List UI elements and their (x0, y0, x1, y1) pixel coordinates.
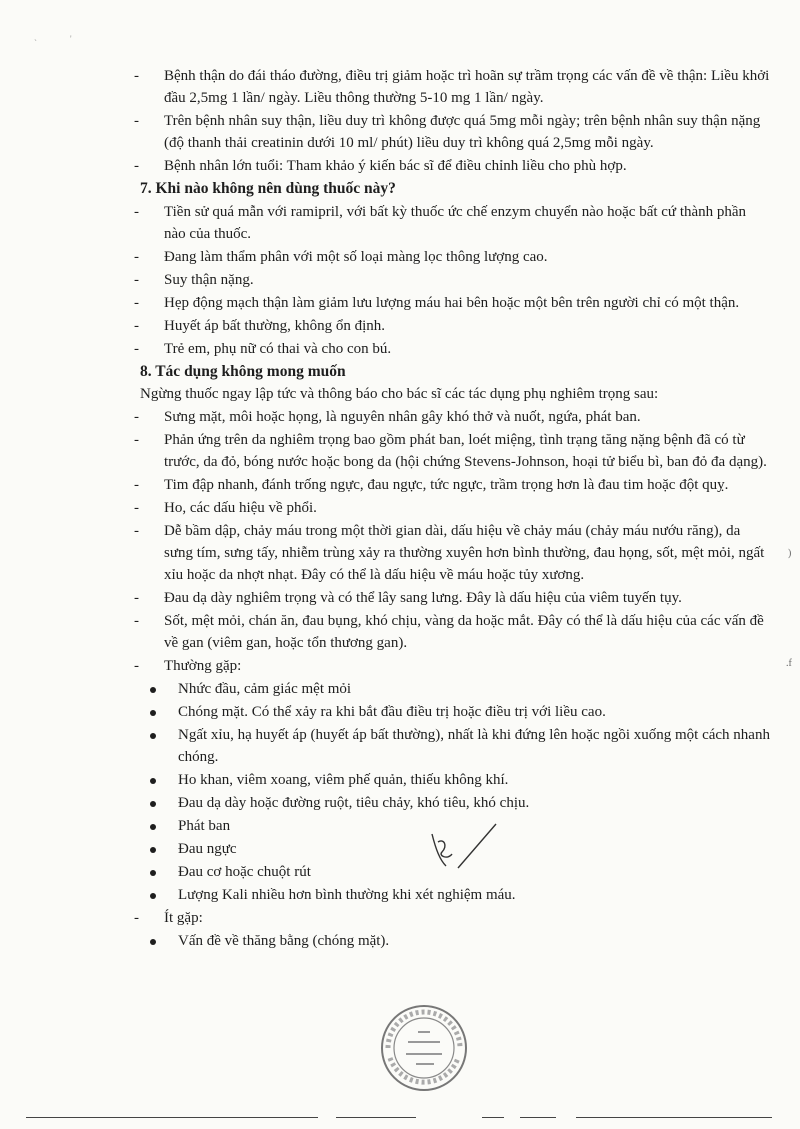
list-item: - Suy thận nặng. (134, 272, 254, 288)
list-item: - Đang làm thẩm phân với một số loại màng lọc thông lượng cao. (134, 249, 548, 265)
bullet-icon (150, 824, 156, 830)
list-item-text: Hẹp động mạch thận làm giảm lưu lượng máu hai bên hoặc một bên trên người chỉ có một thận. (164, 295, 740, 311)
bullet-icon (150, 801, 156, 807)
bullet-item-text: Phát ban (178, 818, 231, 834)
list-item: - Thường gặp: (134, 658, 242, 674)
bullet-item-text: Đau cơ hoặc chuột rút (178, 864, 311, 880)
list-item: - Bệnh thận do đái tháo đường, điều trị giảm hoặc trì hoãn sự trầm trọng các vấn đề về thận: Liều khởi đầu 2,5mg 1 lần/ ngày. Liều thông thường 5-10 mg 1 lần/ ngày. (134, 68, 770, 106)
bullet-icon (150, 939, 156, 945)
contraindications-list (134, 201, 770, 360)
list-item: - Sưng mặt, môi hoặc họng, là nguyên nhân gây khó thở và nuốt, ngứa, phát ban. (134, 409, 641, 425)
list-item-text: Huyết áp bất thường, không ổn định. (164, 318, 386, 334)
bullet-item-text: Đau ngực (178, 841, 237, 857)
bullet-item-text: Chóng mặt. Có thể xảy ra khi bắt đầu điều trị hoặc điều trị với liều cao. (178, 704, 606, 720)
section-intro: Ngừng thuốc ngay lập tức và thông báo cho bác sĩ các tác dụng phụ nghiêm trọng sau: (140, 386, 659, 402)
bullet-item (140, 678, 770, 700)
list-item-text: Thường gặp: (164, 658, 242, 674)
footer-rule (26, 1117, 318, 1118)
bullet-item (140, 792, 770, 814)
footer-rule (336, 1117, 416, 1118)
scan-speck: ' (70, 34, 72, 44)
dosage-list (134, 65, 770, 177)
bullet-item-text: Đau dạ dày hoặc đường ruột, tiêu chảy, khó tiêu, khó chịu. (178, 795, 530, 811)
bullet-icon (150, 778, 156, 784)
list-item: - Tiền sử quá mẫn với ramipril, với bất kỳ thuốc ức chế enzym chuyển nào hoặc bất cứ thành phần nào của thuốc. (134, 204, 747, 242)
list-item: - Đau dạ dày nghiêm trọng và có thể lây sang lưng. Đây là dấu hiệu của viêm tuyến tụy. (134, 590, 682, 606)
bullet-icon (150, 710, 156, 716)
section-heading: 8. Tác dụng không mong muốn (140, 363, 346, 380)
list-item-text: Ho, các dấu hiệu về phổi. (164, 500, 317, 516)
side-effects-list (134, 406, 770, 677)
list-item-text: Bệnh thận do đái tháo đường, điều trị giảm hoặc trì hoãn sự trầm trọng các vấn đề về thận: Liều khởi đầu 2,5mg 1 lần/ ngày. Liều thông thường 5-10 mg 1 lần/ ngày. (164, 68, 770, 106)
list-item: - Bệnh nhân lớn tuổi: Tham khảo ý kiến bác sĩ để điều chỉnh liều cho phù hợp. (134, 158, 627, 174)
footer-rule (482, 1117, 504, 1118)
list-item-text: Dễ bầm dập, chảy máu trong một thời gian dài, dấu hiệu về chảy máu (chảy máu nướu răng), da sưng tím, sưng tấy, nhiễm trùng xảy ra thường xuyên hơn bình thường, đau họng, sốt, mệt mỏi, ngất xỉu hoặc da nhợt nhạt. Đây có thể là dấu hiệu về máu hoặc tủy xương. (164, 523, 765, 583)
list-item-text: Tiền sử quá mẫn với ramipril, với bất kỳ thuốc ức chế enzym chuyển nào hoặc bất cứ thành phần nào của thuốc. (164, 204, 747, 242)
list-item: - Trẻ em, phụ nữ có thai và cho con bú. (134, 341, 392, 357)
official-stamp-seal (378, 1002, 470, 1094)
section-heading: 7. Khi nào không nên dùng thuốc này? (140, 180, 396, 197)
list-item-text: Trẻ em, phụ nữ có thai và cho con bú. (164, 341, 392, 357)
bullet-item (140, 769, 770, 791)
list-item-text: Bệnh nhân lớn tuổi: Tham khảo ý kiến bác sĩ để điều chỉnh liều cho phù hợp. (164, 158, 627, 174)
bullet-item (140, 701, 770, 723)
list-item-text: Sưng mặt, môi hoặc họng, là nguyên nhân gây khó thở và nuốt, ngứa, phát ban. (164, 409, 641, 425)
footer-rule (520, 1117, 556, 1118)
bullet-icon (150, 733, 156, 739)
bullet-item (140, 930, 770, 952)
bullet-icon (150, 893, 156, 899)
list-item: - Ho, các dấu hiệu về phổi. (134, 500, 317, 516)
bullet-icon (150, 847, 156, 853)
list-item-text: Trên bệnh nhân suy thận, liều duy trì không được quá 5mg mỗi ngày; trên bệnh nhân suy thận nặng (độ thanh thải creatinin dưới 10 ml/ phút) liều duy trì không quá 2,5mg mỗi ngày. (164, 113, 761, 151)
bullet-icon (150, 870, 156, 876)
list-item-text: Đau dạ dày nghiêm trọng và có thể lây sang lưng. Đây là dấu hiệu của viêm tuyến tụy. (164, 590, 682, 606)
list-item-text: Đang làm thẩm phân với một số loại màng lọc thông lượng cao. (164, 249, 548, 265)
bullet-item-text: Vấn đề về thăng bằng (chóng mặt). (178, 933, 390, 949)
list-item: - Phản ứng trên da nghiêm trọng bao gồm phát ban, loét miệng, tình trạng tăng nặng bệnh đã có từ trước, da đỏ, bóng nước hoặc bong da (hội chứng Stevens-Johnson, hoại tử biểu bì, ban đỏ đa dạng). (134, 432, 767, 470)
bullet-item (140, 724, 770, 768)
list-item: - Huyết áp bất thường, không ổn định. (134, 318, 386, 334)
list-item-text: Phản ứng trên da nghiêm trọng bao gồm phát ban, loét miệng, tình trạng tăng nặng bệnh đã có từ trước, da đỏ, bóng nước hoặc bong da (hội chứng Stevens-Johnson, hoại tử biểu bì, ban đỏ đa dạng). (164, 432, 767, 470)
rare-effects-list (140, 930, 770, 952)
bullet-item-text: Ngất xỉu, hạ huyết áp (huyết áp bất thường), nhất là khi đứng lên hoặc ngồi xuống một cách nhanh chóng. (178, 727, 770, 765)
list-item-text: Tim đập nhanh, đánh trống ngực, đau ngực, tức ngực, trầm trọng hơn là đau tim hoặc đột quỵ. (164, 477, 729, 493)
list-item: - Tim đập nhanh, đánh trống ngực, đau ngực, tức ngực, trầm trọng hơn là đau tim hoặc đột quỵ. (134, 477, 729, 493)
bullet-icon (150, 687, 156, 693)
list-item: - Trên bệnh nhân suy thận, liều duy trì không được quá 5mg mỗi ngày; trên bệnh nhân suy thận nặng (độ thanh thải creatinin dưới 10 ml/ phút) liều duy trì không quá 2,5mg mỗi ngày. (134, 113, 761, 151)
footer-rule (576, 1117, 772, 1118)
bullet-item (140, 884, 770, 906)
list-item: - Sốt, mệt mỏi, chán ăn, đau bụng, khó chịu, vàng da hoặc mắt. Đây có thể là dấu hiệu của các vấn đề về gan (viêm gan, hoặc tổn thương gan). (134, 613, 764, 651)
list-item-text: Ít gặp: (164, 910, 203, 926)
bullet-item-text: Nhức đầu, cảm giác mệt mỏi (178, 681, 352, 697)
scan-speck: .f (786, 658, 792, 669)
list-item-text: Suy thận nặng. (164, 272, 254, 288)
bullet-item-text: Ho khan, viêm xoang, viêm phế quản, thiếu không khí. (178, 772, 509, 788)
bullet-item-text: Lượng Kali nhiều hơn bình thường khi xét nghiệm máu. (178, 887, 516, 903)
list-item-text: Sốt, mệt mỏi, chán ăn, đau bụng, khó chịu, vàng da hoặc mắt. Đây có thể là dấu hiệu của các vấn đề về gan (viêm gan, hoặc tổn thương gan). (164, 613, 764, 651)
list-item: - Hẹp động mạch thận làm giảm lưu lượng máu hai bên hoặc một bên trên người chỉ có một thận. (134, 295, 740, 311)
signature-mark (418, 820, 508, 880)
scan-speck: ) (788, 548, 792, 559)
list-item: - Dễ bầm dập, chảy máu trong một thời gian dài, dấu hiệu về chảy máu (chảy máu nướu răng), da sưng tím, sưng tấy, nhiễm trùng xảy ra thường xuyên hơn bình thường, đau họng, sốt, mệt mỏi, ngất xỉu hoặc da nhợt nhạt. Đây có thể là dấu hiệu về máu hoặc tủy xương. (134, 523, 765, 583)
list-item: - Ít gặp: (134, 910, 203, 926)
scan-speck: ` (34, 38, 37, 48)
